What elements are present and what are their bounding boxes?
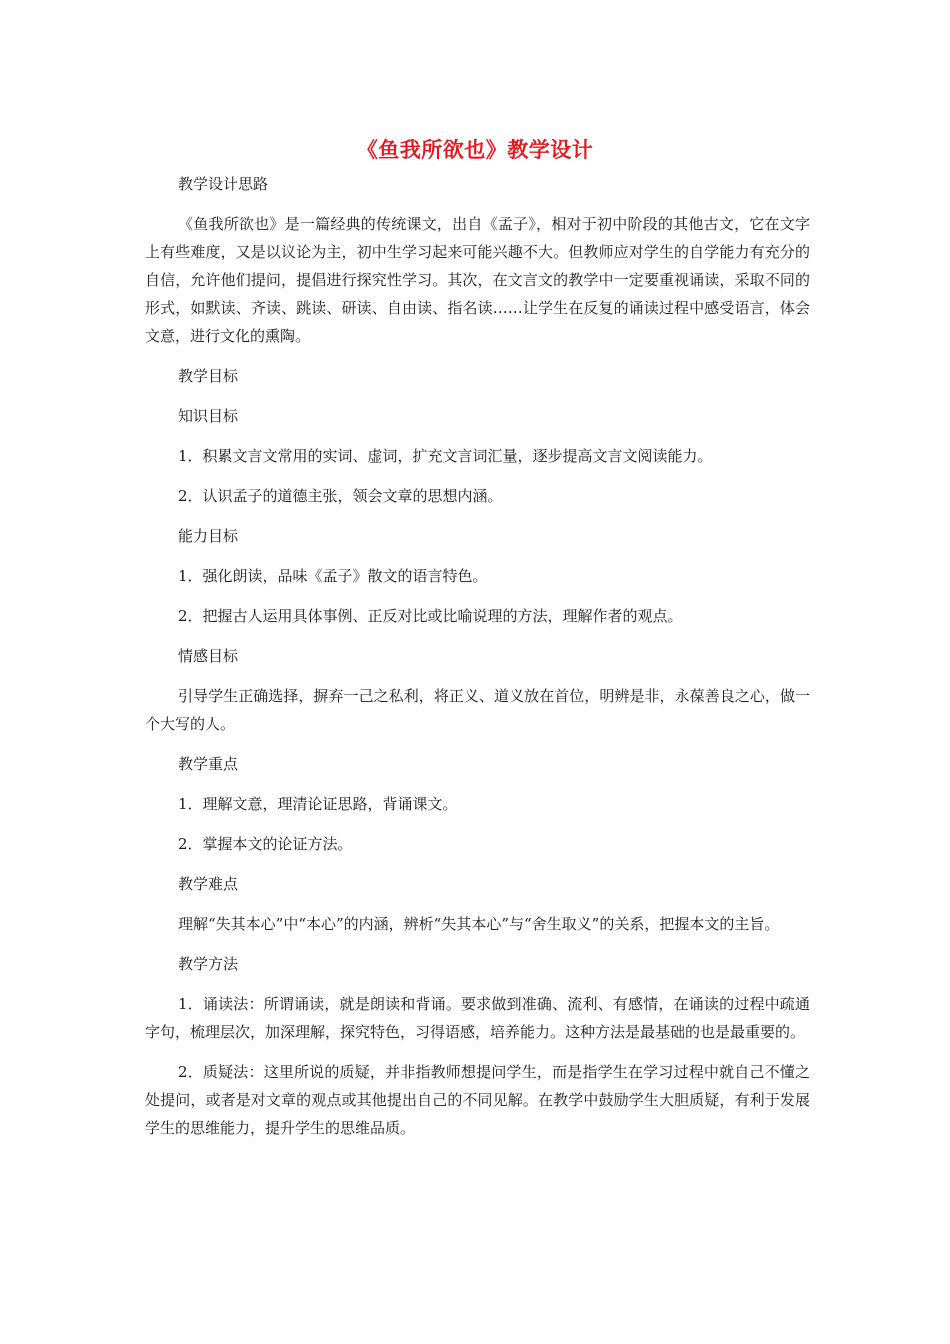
section-heading-design-idea: 教学设计思路	[178, 175, 269, 193]
section-heading-key-points: 教学重点	[178, 755, 239, 773]
subheading-emotion-goals: 情感目标	[178, 647, 239, 665]
list-item-key-point-1: 1．理解文意，理清论证思路，背诵课文。	[178, 795, 458, 813]
section-heading-methods: 教学方法	[178, 955, 239, 973]
subheading-knowledge-goals: 知识目标	[178, 407, 239, 425]
document-body	[145, 170, 810, 1142]
list-item-knowledge-2: 2．认识孟子的道德主张，领会文章的思想内涵。	[178, 487, 503, 505]
list-item-ability-2: 2．把握古人运用具体事例、正反对比或比喻说理的方法，理解作者的观点。	[178, 607, 683, 625]
paragraph-emotion-goals: 引导学生正确选择，摒弃一己之私利，将正义、道义放在首位，明辨是非，永葆善良之心，做一个大写的人。	[145, 687, 810, 733]
list-item-key-point-2: 2．掌握本文的论证方法。	[178, 835, 353, 853]
list-item-method-2: 2．质疑法：这里所说的质疑，并非指教师想提问学生，而是指学生在学习过程中就自己不懂之处提问，或者是对文章的观点或其他提出自己的不同见解。在教学中鼓励学生大胆质疑，有利于发展学生的思维能力，提升学生的思维品质。	[145, 1063, 810, 1137]
list-item-method-1: 1．诵读法：所谓诵读，就是朗读和背诵。要求做到准确、流利、有感情，在诵读的过程中疏通字句，梳理层次，加深理解，探究特色，习得语感，培养能力。这种方法是最基础的也是最重要的。	[145, 995, 810, 1041]
document-title: 《鱼我所欲也》教学设计	[356, 137, 594, 162]
list-item-knowledge-1: 1．积累文言文常用的实词、虚词，扩充文言词汇量，逐步提高文言文阅读能力。	[178, 447, 713, 465]
paragraph-difficulties: 理解“失其本心”中“本心”的内涵，辨析“失其本心”与“舍生取义”的关系，把握本文的主旨。	[178, 915, 780, 933]
paragraph-design-idea: 《鱼我所欲也》是一篇经典的传统课文，出自《孟子》，相对于初中阶段的其他古文，它在文字上有些难度，又是以议论为主，初中生学习起来可能兴趣不大。但教师应对学生的自学能力有充分的自信，允许他们提问，提倡进行探究性学习。其次，在文言文的教学中一定要重视诵读，采取不同的形式，如默读、齐读、跳读、研读、自由读、指名读……让学生在反复的诵读过程中感受语言，体会文意，进行文化的熏陶。	[145, 215, 810, 345]
subheading-ability-goals: 能力目标	[178, 527, 239, 545]
section-heading-difficulties: 教学难点	[178, 875, 239, 893]
list-item-ability-1: 1．强化朗读，品味《孟子》散文的语言特色。	[178, 567, 488, 585]
section-heading-goals: 教学目标	[178, 367, 239, 385]
